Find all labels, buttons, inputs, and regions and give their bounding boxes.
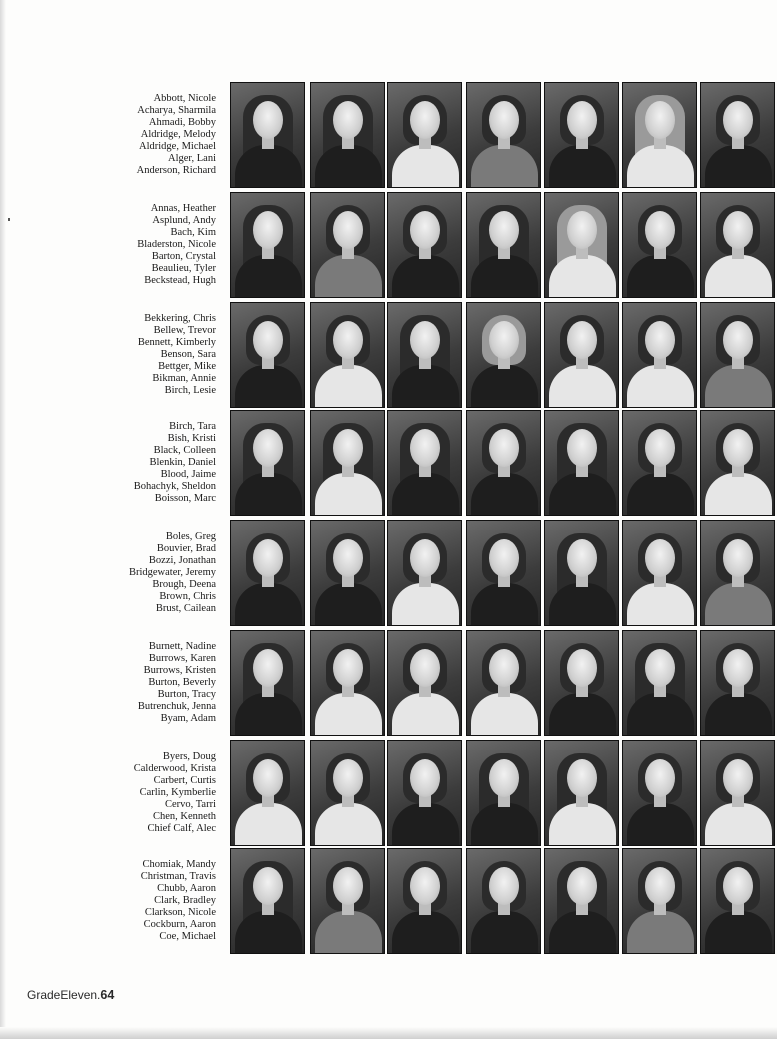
name-list	[60, 93, 216, 177]
student-portrait	[387, 410, 462, 516]
portrait-face	[567, 211, 597, 249]
portrait-face	[567, 101, 597, 139]
student-name: Birch, Lesie	[164, 385, 216, 396]
portrait-face	[489, 759, 519, 797]
student-portrait	[230, 520, 305, 626]
photo-strip	[230, 848, 775, 956]
portrait-shoulders	[705, 803, 772, 846]
student-name: Bridgewater, Jeremy	[128, 567, 216, 578]
portrait-shoulders	[471, 693, 538, 736]
student-portrait	[310, 520, 385, 626]
portrait-shoulders	[549, 145, 616, 188]
student-name: Carlin, Kymberlie	[139, 787, 216, 798]
student-name: Burton, Beverly	[148, 677, 216, 688]
portrait-face	[410, 759, 440, 797]
portrait-shoulders	[705, 255, 772, 298]
student-portrait	[466, 630, 541, 736]
portrait-face	[645, 539, 675, 577]
student-name: Anderson, Richard	[136, 165, 216, 176]
student-portrait	[230, 410, 305, 516]
student-portrait	[310, 82, 385, 188]
name-list	[60, 421, 216, 505]
portrait-face	[410, 539, 440, 577]
student-portrait	[387, 520, 462, 626]
student-name: Clarkson, Nicole	[144, 907, 216, 918]
portrait-face	[253, 101, 283, 139]
name-list	[60, 751, 216, 835]
student-name: Aldridge, Melody	[140, 129, 216, 140]
student-portrait	[700, 192, 775, 298]
portrait-shoulders	[315, 365, 382, 408]
student-portrait	[310, 410, 385, 516]
portrait-face	[489, 649, 519, 687]
student-portrait	[466, 520, 541, 626]
student-name: Black, Colleen	[153, 445, 216, 456]
student-name: Burnett, Nadine	[148, 641, 216, 652]
student-name: Brown, Chris	[159, 591, 216, 602]
portrait-face	[489, 321, 519, 359]
portrait-face	[253, 321, 283, 359]
student-portrait	[466, 410, 541, 516]
student-name: Bohachyk, Sheldon	[133, 481, 216, 492]
student-portrait	[230, 740, 305, 846]
name-list	[60, 203, 216, 287]
portrait-face	[723, 321, 753, 359]
portrait-shoulders	[705, 145, 772, 188]
student-name: Birch, Tara	[169, 421, 216, 432]
student-name: Byam, Adam	[160, 713, 216, 724]
portrait-face	[489, 211, 519, 249]
student-name: Carbert, Curtis	[153, 775, 216, 786]
student-portrait	[387, 630, 462, 736]
student-name: Aldridge, Michael	[139, 141, 216, 152]
student-name: Cervo, Tarri	[165, 799, 216, 810]
portrait-face	[489, 867, 519, 905]
student-name: Beckstead, Hugh	[144, 275, 216, 286]
photo-strip	[230, 410, 775, 518]
student-row	[0, 192, 777, 302]
portrait-face	[645, 867, 675, 905]
student-name: Byers, Doug	[162, 751, 216, 762]
student-name: Burton, Tracy	[157, 689, 216, 700]
portrait-face	[333, 539, 363, 577]
student-name: Bekkering, Chris	[144, 313, 216, 324]
portrait-shoulders	[392, 255, 459, 298]
student-portrait	[310, 192, 385, 298]
student-name: Bettger, Mike	[158, 361, 216, 372]
student-name: Chen, Kenneth	[153, 811, 216, 822]
student-name: Bozzi, Jonathan	[148, 555, 216, 566]
student-portrait	[466, 302, 541, 408]
student-portrait	[622, 630, 697, 736]
portrait-face	[410, 211, 440, 249]
student-portrait	[230, 192, 305, 298]
student-portrait	[622, 740, 697, 846]
portrait-shoulders	[705, 583, 772, 626]
student-portrait	[544, 520, 619, 626]
portrait-shoulders	[471, 911, 538, 954]
student-portrait	[387, 740, 462, 846]
portrait-face	[567, 759, 597, 797]
portrait-shoulders	[627, 911, 694, 954]
student-row	[0, 520, 777, 630]
student-portrait	[622, 520, 697, 626]
portrait-face	[253, 867, 283, 905]
student-name: Alger, Lani	[168, 153, 216, 164]
student-portrait	[230, 82, 305, 188]
student-row	[0, 82, 777, 192]
student-portrait	[700, 520, 775, 626]
portrait-face	[723, 539, 753, 577]
portrait-face	[645, 321, 675, 359]
student-portrait	[622, 302, 697, 408]
student-row	[0, 740, 777, 850]
portrait-shoulders	[315, 255, 382, 298]
photo-strip	[230, 192, 775, 300]
portrait-shoulders	[315, 583, 382, 626]
portrait-face	[645, 649, 675, 687]
student-name: Burrows, Kristen	[143, 665, 216, 676]
student-name: Bach, Kim	[170, 227, 216, 238]
student-portrait	[544, 82, 619, 188]
portrait-shoulders	[627, 803, 694, 846]
student-name: Bellew, Trevor	[153, 325, 216, 336]
portrait-face	[333, 101, 363, 139]
portrait-shoulders	[471, 365, 538, 408]
portrait-shoulders	[627, 255, 694, 298]
portrait-shoulders	[392, 583, 459, 626]
student-portrait	[622, 82, 697, 188]
student-portrait	[622, 410, 697, 516]
student-portrait	[466, 848, 541, 954]
portrait-shoulders	[705, 365, 772, 408]
student-name: Annas, Heather	[150, 203, 216, 214]
portrait-face	[410, 101, 440, 139]
portrait-face	[333, 429, 363, 467]
student-name: Coe, Michael	[159, 931, 216, 942]
portrait-shoulders	[549, 693, 616, 736]
photo-strip	[230, 302, 775, 410]
portrait-face	[333, 649, 363, 687]
portrait-shoulders	[627, 473, 694, 516]
student-portrait	[544, 410, 619, 516]
photo-strip	[230, 82, 775, 190]
photo-strip	[230, 740, 775, 848]
portrait-face	[410, 429, 440, 467]
student-name: Abbott, Nicole	[153, 93, 216, 104]
portrait-shoulders	[315, 911, 382, 954]
portrait-shoulders	[705, 693, 772, 736]
portrait-face	[489, 101, 519, 139]
name-list	[60, 859, 216, 943]
portrait-face	[567, 867, 597, 905]
portrait-face	[333, 867, 363, 905]
student-portrait	[700, 630, 775, 736]
portrait-shoulders	[471, 473, 538, 516]
student-name: Barton, Crystal	[151, 251, 216, 262]
portrait-face	[410, 321, 440, 359]
student-name: Acharya, Sharmila	[137, 105, 216, 116]
student-name: Boisson, Marc	[154, 493, 216, 504]
portrait-face	[253, 211, 283, 249]
student-row	[0, 848, 777, 958]
student-name: Butrenchuk, Jenna	[137, 701, 216, 712]
photo-strip	[230, 630, 775, 738]
student-portrait	[544, 192, 619, 298]
student-row	[0, 410, 777, 520]
portrait-shoulders	[235, 365, 302, 408]
student-portrait	[387, 848, 462, 954]
student-name: Bikman, Annie	[152, 373, 216, 384]
student-name: Boles, Greg	[165, 531, 216, 542]
portrait-face	[723, 649, 753, 687]
student-portrait	[544, 740, 619, 846]
page-bottom-edge	[0, 1027, 777, 1039]
portrait-shoulders	[392, 145, 459, 188]
student-name: Blenkin, Daniel	[149, 457, 216, 468]
student-portrait	[622, 848, 697, 954]
student-name: Brust, Cailean	[155, 603, 216, 614]
photo-strip	[230, 520, 775, 628]
student-name: Burrows, Karen	[148, 653, 216, 664]
student-portrait	[387, 302, 462, 408]
portrait-face	[645, 429, 675, 467]
portrait-face	[567, 539, 597, 577]
student-portrait	[700, 82, 775, 188]
student-name: Benson, Sara	[160, 349, 216, 360]
student-portrait	[700, 848, 775, 954]
student-name: Bladerston, Nicole	[137, 239, 216, 250]
student-name: Bish, Kristi	[167, 433, 216, 444]
portrait-shoulders	[392, 911, 459, 954]
portrait-face	[723, 429, 753, 467]
portrait-face	[645, 211, 675, 249]
student-portrait	[310, 848, 385, 954]
portrait-shoulders	[705, 473, 772, 516]
portrait-shoulders	[392, 803, 459, 846]
student-name: Beaulieu, Tyler	[151, 263, 216, 274]
portrait-shoulders	[627, 583, 694, 626]
portrait-shoulders	[705, 911, 772, 954]
portrait-shoulders	[471, 583, 538, 626]
student-portrait	[544, 630, 619, 736]
student-name: Clark, Bradley	[154, 895, 216, 906]
student-row	[0, 630, 777, 740]
student-name: Calderwood, Krista	[133, 763, 216, 774]
student-name: Asplund, Andy	[152, 215, 216, 226]
name-list	[60, 313, 216, 397]
portrait-shoulders	[235, 803, 302, 846]
page-footer	[27, 988, 114, 1002]
student-portrait	[230, 848, 305, 954]
portrait-face	[723, 759, 753, 797]
student-portrait	[466, 192, 541, 298]
student-portrait	[387, 192, 462, 298]
student-portrait	[700, 302, 775, 408]
student-name: Chubb, Aaron	[157, 883, 216, 894]
student-portrait	[466, 82, 541, 188]
student-portrait	[310, 740, 385, 846]
student-portrait	[230, 302, 305, 408]
student-name: Cockburn, Aaron	[143, 919, 216, 930]
portrait-face	[723, 867, 753, 905]
portrait-face	[723, 101, 753, 139]
portrait-face	[567, 321, 597, 359]
portrait-shoulders	[392, 693, 459, 736]
student-portrait	[544, 848, 619, 954]
student-portrait	[387, 82, 462, 188]
student-name: Christman, Travis	[140, 871, 216, 882]
student-portrait	[700, 410, 775, 516]
portrait-face	[253, 759, 283, 797]
portrait-face	[410, 867, 440, 905]
student-portrait	[230, 630, 305, 736]
portrait-shoulders	[315, 803, 382, 846]
portrait-shoulders	[627, 365, 694, 408]
portrait-face	[645, 101, 675, 139]
student-name: Brough, Deena	[152, 579, 216, 590]
student-portrait	[544, 302, 619, 408]
portrait-face	[567, 429, 597, 467]
portrait-face	[333, 211, 363, 249]
portrait-face	[333, 759, 363, 797]
student-name: Bennett, Kimberly	[137, 337, 216, 348]
portrait-face	[410, 649, 440, 687]
student-name: Bouvier, Brad	[156, 543, 216, 554]
student-name: Chief Calf, Alec	[147, 823, 216, 834]
student-name: Blood, Jaime	[160, 469, 216, 480]
student-portrait	[700, 740, 775, 846]
portrait-face	[253, 429, 283, 467]
student-name: Chomiak, Mandy	[142, 859, 216, 870]
portrait-shoulders	[549, 365, 616, 408]
portrait-shoulders	[235, 583, 302, 626]
portrait-face	[333, 321, 363, 359]
page-number: 64	[100, 988, 115, 1002]
portrait-face	[489, 539, 519, 577]
portrait-face	[253, 539, 283, 577]
portrait-face	[567, 649, 597, 687]
name-list	[60, 531, 216, 615]
student-row	[0, 302, 777, 412]
portrait-shoulders	[471, 145, 538, 188]
student-portrait	[466, 740, 541, 846]
portrait-face	[253, 649, 283, 687]
portrait-shoulders	[315, 693, 382, 736]
portrait-face	[723, 211, 753, 249]
portrait-face	[645, 759, 675, 797]
student-name: Ahmadi, Bobby	[148, 117, 216, 128]
portrait-face	[489, 429, 519, 467]
student-portrait	[622, 192, 697, 298]
student-portrait	[310, 302, 385, 408]
student-portrait	[310, 630, 385, 736]
footer-label: GradeEleven.	[27, 988, 101, 1002]
name-list	[60, 641, 216, 725]
